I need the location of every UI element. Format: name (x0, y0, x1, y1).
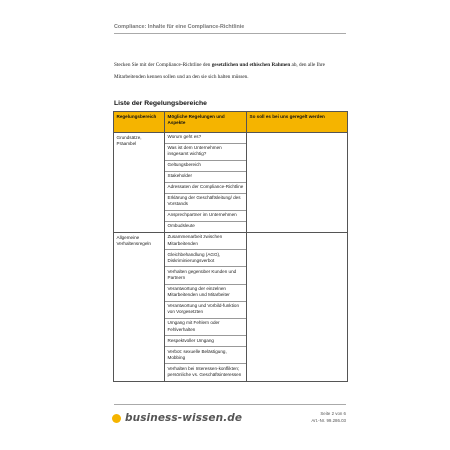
aspect-item: Umgang mit Fehlern oder Fehlverhalten (165, 319, 246, 336)
table-header-row (114, 112, 348, 133)
our-regulation-cell[interactable] (247, 232, 348, 381)
intro-paragraph (114, 60, 326, 83)
aspect-item: Worum geht es? (165, 133, 246, 144)
intro-bold-text: gesetzlichen und ethischen Rahmen (211, 62, 291, 68)
table-row (114, 232, 348, 381)
column-header-ours: So soll es bei uns geregelt werden (247, 112, 348, 133)
table-row (114, 132, 348, 232)
aspects-cell (165, 132, 247, 232)
regulation-table (113, 111, 348, 382)
aspect-item: Verhalten bei Interessen-konflikten; persönliche vs. Geschäftsinteressen (167, 365, 242, 378)
regulation-area-cell: Grundsätze, Präambel (114, 132, 165, 232)
footer-info (311, 410, 346, 424)
page-number: Seite 2 von 6 (320, 411, 346, 416)
aspect-item: Adressaten der Compliance-Richtline (165, 183, 246, 194)
footer-divider (114, 404, 346, 405)
header-divider (114, 33, 346, 34)
column-header-area: Regelungsbereich (114, 112, 165, 133)
aspect-item: Ansprechpartner im Unternehmen (165, 211, 246, 222)
aspect-item: Verhalten gegenüber Kunden und Partnern (165, 267, 246, 284)
aspect-item: Geltungsbereich (165, 161, 246, 172)
aspect-item: Verantwortung und Vorbild-funktion von Vorgesetzten (165, 302, 246, 319)
aspect-item: Gleichbehandlung (AGG), Diskriminierungsverbot (165, 250, 246, 267)
aspect-item: Zusammenarbeit zwischen Mitarbeitenden (165, 233, 246, 250)
aspect-item: Was ist dem Unternehmen insgesamt wichtig? (165, 144, 246, 161)
logo-dot-icon (112, 414, 121, 423)
aspects-cell (165, 232, 247, 381)
column-header-aspects: Mögliche Regelungen und Aspekte (165, 112, 247, 133)
regulation-area-cell: Allgemeine Verhaltensregeln (114, 232, 165, 381)
aspect-item: Respektvoller Umgang (165, 336, 246, 347)
aspect-item: Verantwortung der einzelnen Mitarbeitenden und Mitarbeiter (165, 285, 246, 302)
logo-text: business-wissen.de (125, 412, 243, 424)
business-wissen-logo (112, 412, 242, 424)
intro-text-2: ab, den alle Ihre Mitarbeitenden kennen sollen und an den sie sich halten müssen. (114, 62, 325, 80)
aspect-item: Verbot: sexuelle Belästigung, Mobbing (165, 347, 246, 364)
document-header-title: Compliance: Inhalte für eine Compliance-Richtlinie (114, 24, 245, 30)
aspect-item: Erklärung der Geschäftsleitung/ des Vorstands (165, 194, 246, 211)
our-regulation-cell[interactable] (247, 132, 348, 232)
section-heading: Liste der Regelungsbereiche (114, 100, 207, 107)
article-number: Art.-Nr. 99.286.03 (311, 418, 346, 423)
intro-text-1: Stecken Sie mit der Compliance-Richtline den (114, 62, 212, 68)
aspect-item: Ombudsleute (167, 223, 195, 229)
aspect-item: Stakeholder (165, 172, 246, 183)
